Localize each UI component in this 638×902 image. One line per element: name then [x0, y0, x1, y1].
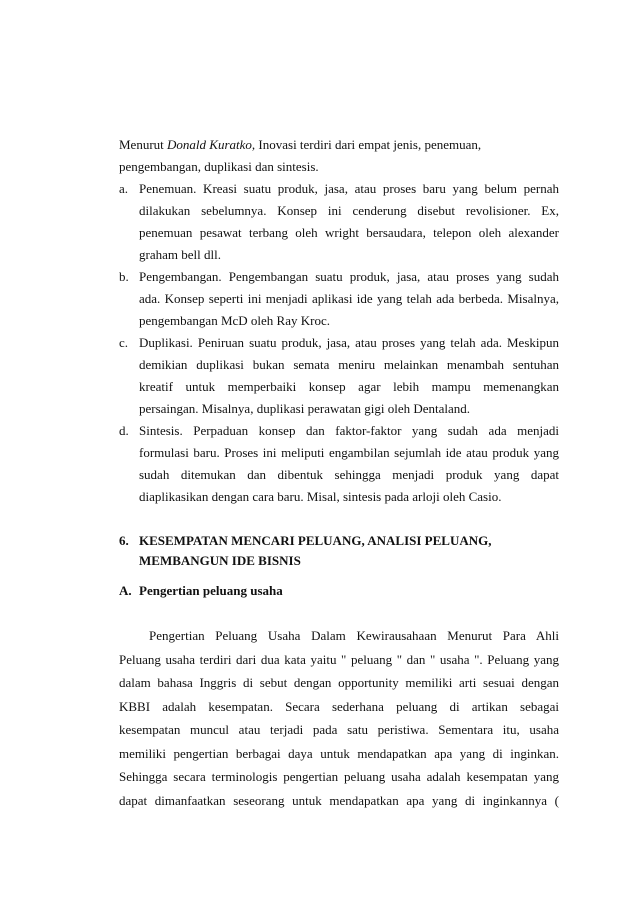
list-item [119, 420, 559, 508]
author-name: Donald Kuratko, [167, 137, 256, 152]
list-marker: d. [119, 423, 129, 438]
list-line: pengembangan McD oleh Ray Kroc. [139, 313, 330, 328]
paragraph-line: Peluang usaha terdiri dari dua kata yaitu " peluang " dan " usaha ". Peluang yang [119, 651, 559, 667]
list-item [119, 332, 559, 420]
paragraph-line: KBBI adalah kesempatan. Secara sederhana peluang di artikan sebagai [119, 698, 559, 714]
list-marker: c. [119, 335, 129, 350]
paragraph-line: dalam bahasa Inggris di sebut dengan opportunity memiliki arti sesuai dengan [119, 675, 559, 690]
list-line: formulasi baru. Proses ini meliputi engambilan sejumlah ide atau produk yang [139, 445, 559, 460]
heading-text: KESEMPATAN MENCARI PELUANG, ANALISI PELUANG, [139, 533, 492, 548]
list-line: graham bell dll. [139, 247, 221, 262]
list-line: Duplikasi. Peniruan suatu produk, jasa, atau proses yang telah ada. Meskipun [139, 335, 559, 350]
innovation-types-list [119, 178, 559, 508]
list-line: Sintesis. Perpaduan konsep dan faktor-faktor yang sudah ada menjadi [139, 423, 559, 438]
heading-text: Pengertian peluang usaha [139, 583, 283, 598]
list-line: diaplikasikan dengan cara baru. Misal, sintesis pada arloji oleh Casio. [139, 489, 502, 504]
heading-text: MEMBANGUN IDE BISNIS [139, 553, 301, 568]
list-line: dilakukan sebelumnya. Konsep ini cenderung disebut revolisioner. Ex, [139, 203, 559, 218]
peluang-usaha-paragraph [119, 624, 559, 812]
section-a-heading [119, 580, 559, 602]
paragraph-line: memiliki pengertian berbagai daya untuk mendapatkan apa yang di inginkan. [119, 745, 559, 761]
paragraph-line: kesempatan muncul atau terjadi pada satu peristiwa. Sementara itu, usaha [119, 722, 559, 737]
list-line: ada. Konsep seperti ini menjadi aplikasi ide yang telah ada berbeda. Misalnya, [139, 291, 559, 306]
list-line: kreatif untuk memperbaiki konsep agar lebih mampu memenangkan [139, 379, 559, 394]
intro-text: Inovasi terdiri dari empat jenis, penemuan, [255, 137, 482, 152]
heading-line [119, 531, 559, 551]
paragraph-line: dapat dimanfaatkan seseorang untuk mendapatkan apa yang di inginkannya ( [119, 792, 559, 808]
list-item [119, 178, 559, 266]
list-marker: a. [119, 181, 129, 196]
section-letter: A. [119, 583, 132, 598]
paragraph-line: Pengertian Peluang Usaha Dalam Kewirausahaan Menurut Para Ahli [149, 628, 559, 643]
list-marker: b. [119, 269, 129, 284]
intro-text: Menurut [119, 137, 168, 152]
intro-paragraph [119, 134, 559, 178]
list-line: penemuan pesawat terbang oleh wright bersaudara, telepon oleh alexander [139, 225, 559, 240]
list-line: demikian duplikasi bukan semata meniru melainkan menambah sentuhan [139, 357, 559, 372]
list-line: persaingan. Misalnya, duplikasi perawatan gigi oleh Dentaland. [139, 401, 471, 416]
intro-line-2: pengembangan, duplikasi dan sintesis. [119, 159, 319, 174]
intro-line-1 [119, 134, 559, 156]
section-6-heading [119, 531, 559, 571]
list-line: Pengembangan. Pengembangan suatu produk, jasa, atau proses yang sudah [139, 269, 559, 284]
heading-line [119, 551, 559, 571]
paragraph-line: Sehingga secara terminologis pengertian peluang usaha adalah kesempatan yang [119, 769, 559, 784]
list-item [119, 266, 559, 332]
list-line: Penemuan. Kreasi suatu produk, jasa, atau proses baru yang belum pernah [139, 181, 559, 196]
list-line: sudah ditemukan dan dibentuk sehingga menjadi produk yang dapat [139, 467, 559, 482]
section-number: 6. [119, 533, 129, 548]
